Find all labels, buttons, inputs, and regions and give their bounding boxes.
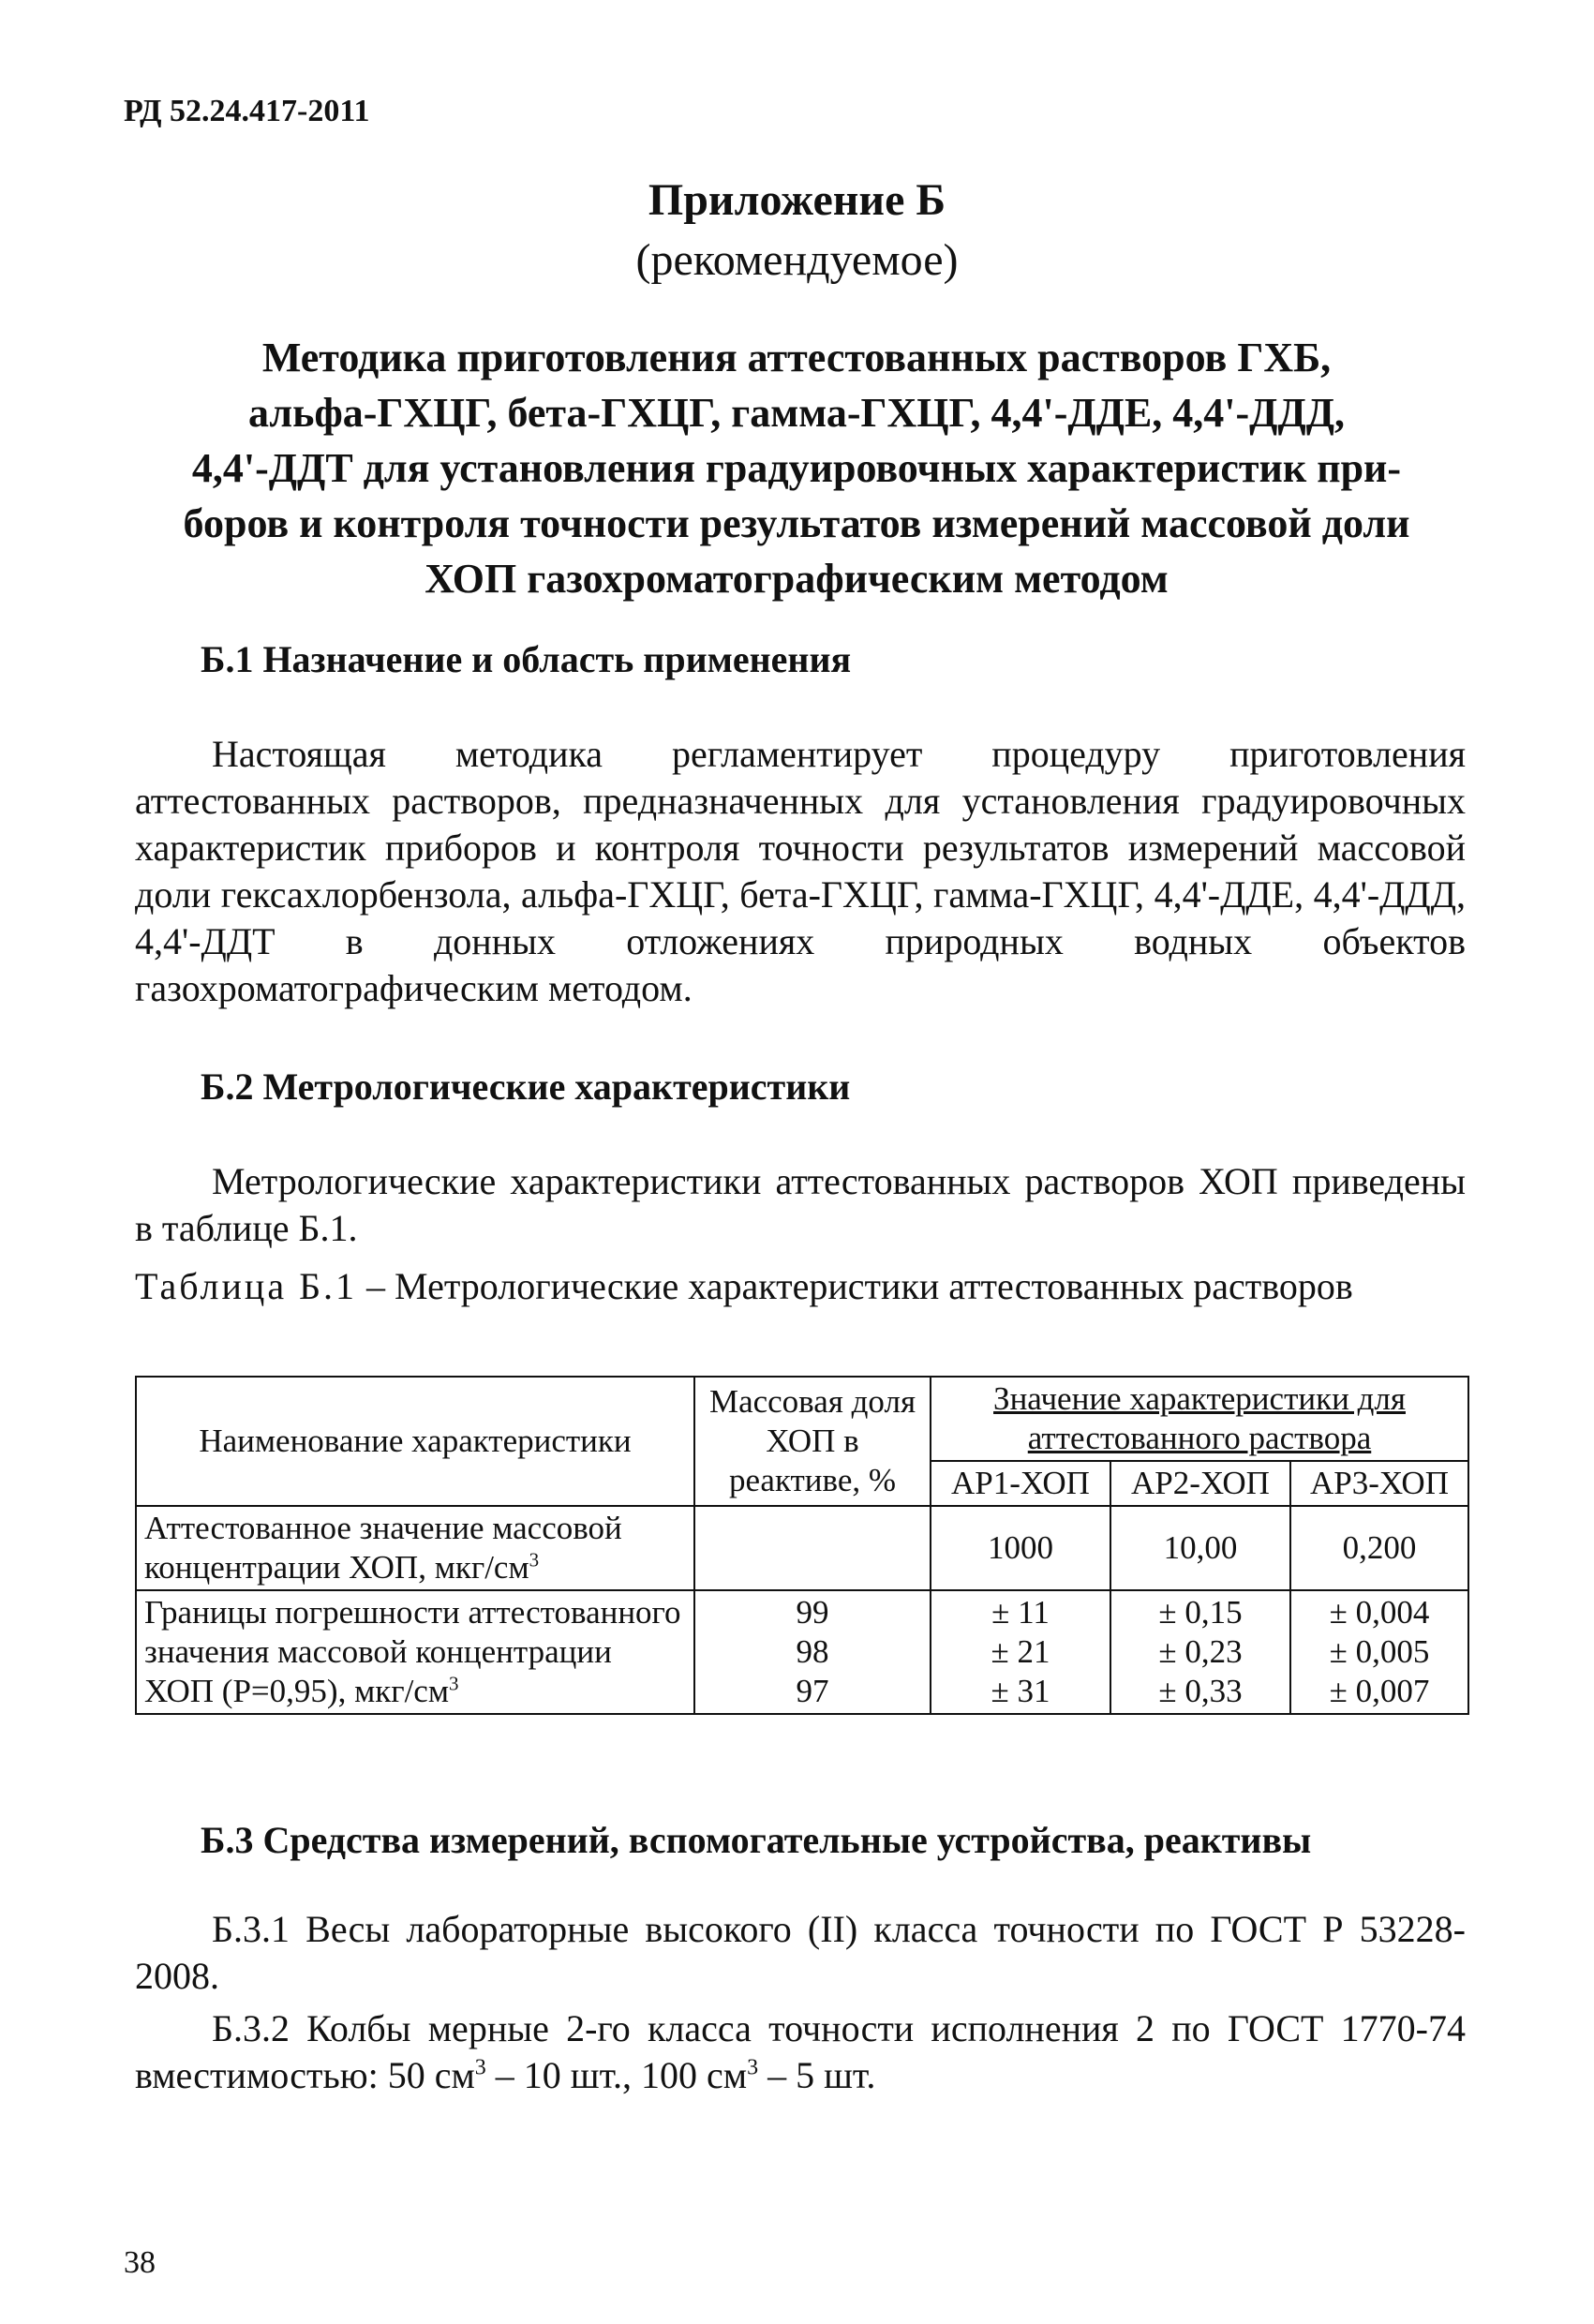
method-title [122, 330, 1471, 606]
method-title-line: 4,4'-ДДТ для установления градуировочных характеристик при- [191, 445, 1402, 491]
item-b32-text-c: – 5 шт. [758, 2054, 876, 2096]
row2-ap3 [1290, 1590, 1468, 1714]
row2-mass [694, 1590, 931, 1714]
header-ap2: АР2-ХОП [1110, 1461, 1290, 1506]
row1-ap1: 1000 [931, 1506, 1110, 1590]
row1-name [136, 1506, 694, 1590]
table-caption-label: Таблица Б.1 [135, 1265, 358, 1307]
appendix-subtitle: (рекомендуемое) [635, 235, 959, 285]
header-ap1: АР1-ХОП [931, 1461, 1110, 1506]
row2-ap2-value: ± 0,23 [1158, 1633, 1243, 1670]
section-b1-paragraph [135, 731, 1466, 1012]
row2-name-text: Границы погрешности аттестованного значения массовой концентрации ХОП (Р=0,95), мкг/см [144, 1594, 681, 1709]
appendix-title: Приложение Б [648, 175, 946, 225]
row2-name-sup: 3 [448, 1672, 459, 1695]
section-b2-text: Метрологические характеристики аттестованных растворов ХОП приведены в таблице Б.1. [135, 1160, 1466, 1249]
row2-ap3-value: ± 0,005 [1329, 1633, 1430, 1670]
item-b31-text: Б.3.1 Весы лабораторные высокого (II) класса точности по ГОСТ Р 53228-2008. [135, 1908, 1466, 1997]
item-b32-sup1: 3 [474, 2055, 486, 2080]
header-value-text: Значение характеристики для аттестованного раствора [993, 1380, 1406, 1456]
item-b31 [135, 1906, 1466, 2000]
header-ap3: АР3-ХОП [1290, 1461, 1468, 1506]
header-mass-fraction: Массовая доля ХОП в реактиве, % [694, 1377, 931, 1506]
row2-ap1-value: ± 31 [991, 1673, 1050, 1709]
item-b32-sup2: 3 [747, 2055, 759, 2080]
row2-mass-value: 98 [796, 1633, 829, 1670]
row2-ap2-value: ± 0,33 [1158, 1673, 1243, 1709]
row1-ap3: 0,200 [1290, 1506, 1468, 1590]
row2-name [136, 1590, 694, 1714]
row2-ap2 [1110, 1590, 1290, 1714]
table-row [136, 1590, 1468, 1714]
method-title-line: Методика приготовления аттестованных растворов ГХБ, [261, 335, 1332, 380]
row2-ap3-value: ± 0,007 [1329, 1673, 1430, 1709]
row1-mass [694, 1506, 931, 1590]
method-title-line: боров и контроля точности результатов измерений массовой доли [183, 500, 1410, 546]
section-b2-paragraph [135, 1158, 1466, 1252]
row2-ap3-value: ± 0,004 [1329, 1594, 1430, 1631]
section-b2-heading: Б.2 Метрологические характеристики [201, 1065, 851, 1108]
row2-mass-value: 99 [796, 1594, 829, 1631]
item-b32-text-b: – 10 шт., 100 см [485, 2054, 748, 2096]
method-title-line: ХОП газохроматографическим методом [425, 556, 1169, 602]
document-code: РД 52.24.417-2011 [124, 94, 370, 128]
header-name: Наименование характеристики [136, 1377, 694, 1506]
item-b32 [135, 2005, 1466, 2099]
item-b32-text-a: Б.3.2 Колбы мерные 2-го класса точности исполнения 2 по ГОСТ 1770-74 вместимостью: 50 см [135, 2007, 1466, 2096]
table-caption-text: – Метрологические характеристики аттестованных растворов [357, 1265, 1353, 1307]
row2-mass-value: 97 [796, 1673, 829, 1709]
row1-name-sup: 3 [529, 1548, 540, 1572]
section-b1-heading: Б.1 Назначение и область применения [201, 638, 852, 680]
table-caption [135, 1263, 1466, 1310]
row2-ap1-value: ± 11 [991, 1594, 1050, 1631]
section-b1-text: Настоящая методика регламентирует процедуру приготовления аттестованных растворов, предназначенных для установления градуировочных характеристик приборов и контроля точности результатов измерений массовой доли гексахлорбензола, альфа-ГХЦГ, бета-ГХЦГ, гамма-ГХЦГ, 4,4'-ДДЕ, 4,4'-ДДД, 4,4'-ДДТ в донных отложениях природных водных объектов газохроматографическим методом. [135, 733, 1466, 1009]
row1-name-text: Аттестованное значение массовой концентрации ХОП, мкг/см [144, 1510, 622, 1586]
table-row [136, 1506, 1468, 1590]
table-header-row [136, 1377, 1468, 1461]
section-b3-heading: Б.3 Средства измерений, вспомогательные устройства, реактивы [201, 1819, 1312, 1861]
page-number: 38 [124, 2245, 156, 2280]
row2-ap1 [931, 1590, 1110, 1714]
header-value [931, 1377, 1468, 1461]
row2-ap1-value: ± 21 [991, 1633, 1050, 1670]
metrology-table [135, 1376, 1469, 1715]
row1-ap2: 10,00 [1110, 1506, 1290, 1590]
method-title-line: альфа-ГХЦГ, бета-ГХЦГ, гамма-ГХЦГ, 4,4'-ДДЕ, 4,4'-ДДД, [248, 390, 1345, 436]
row2-ap2-value: ± 0,15 [1158, 1594, 1243, 1631]
